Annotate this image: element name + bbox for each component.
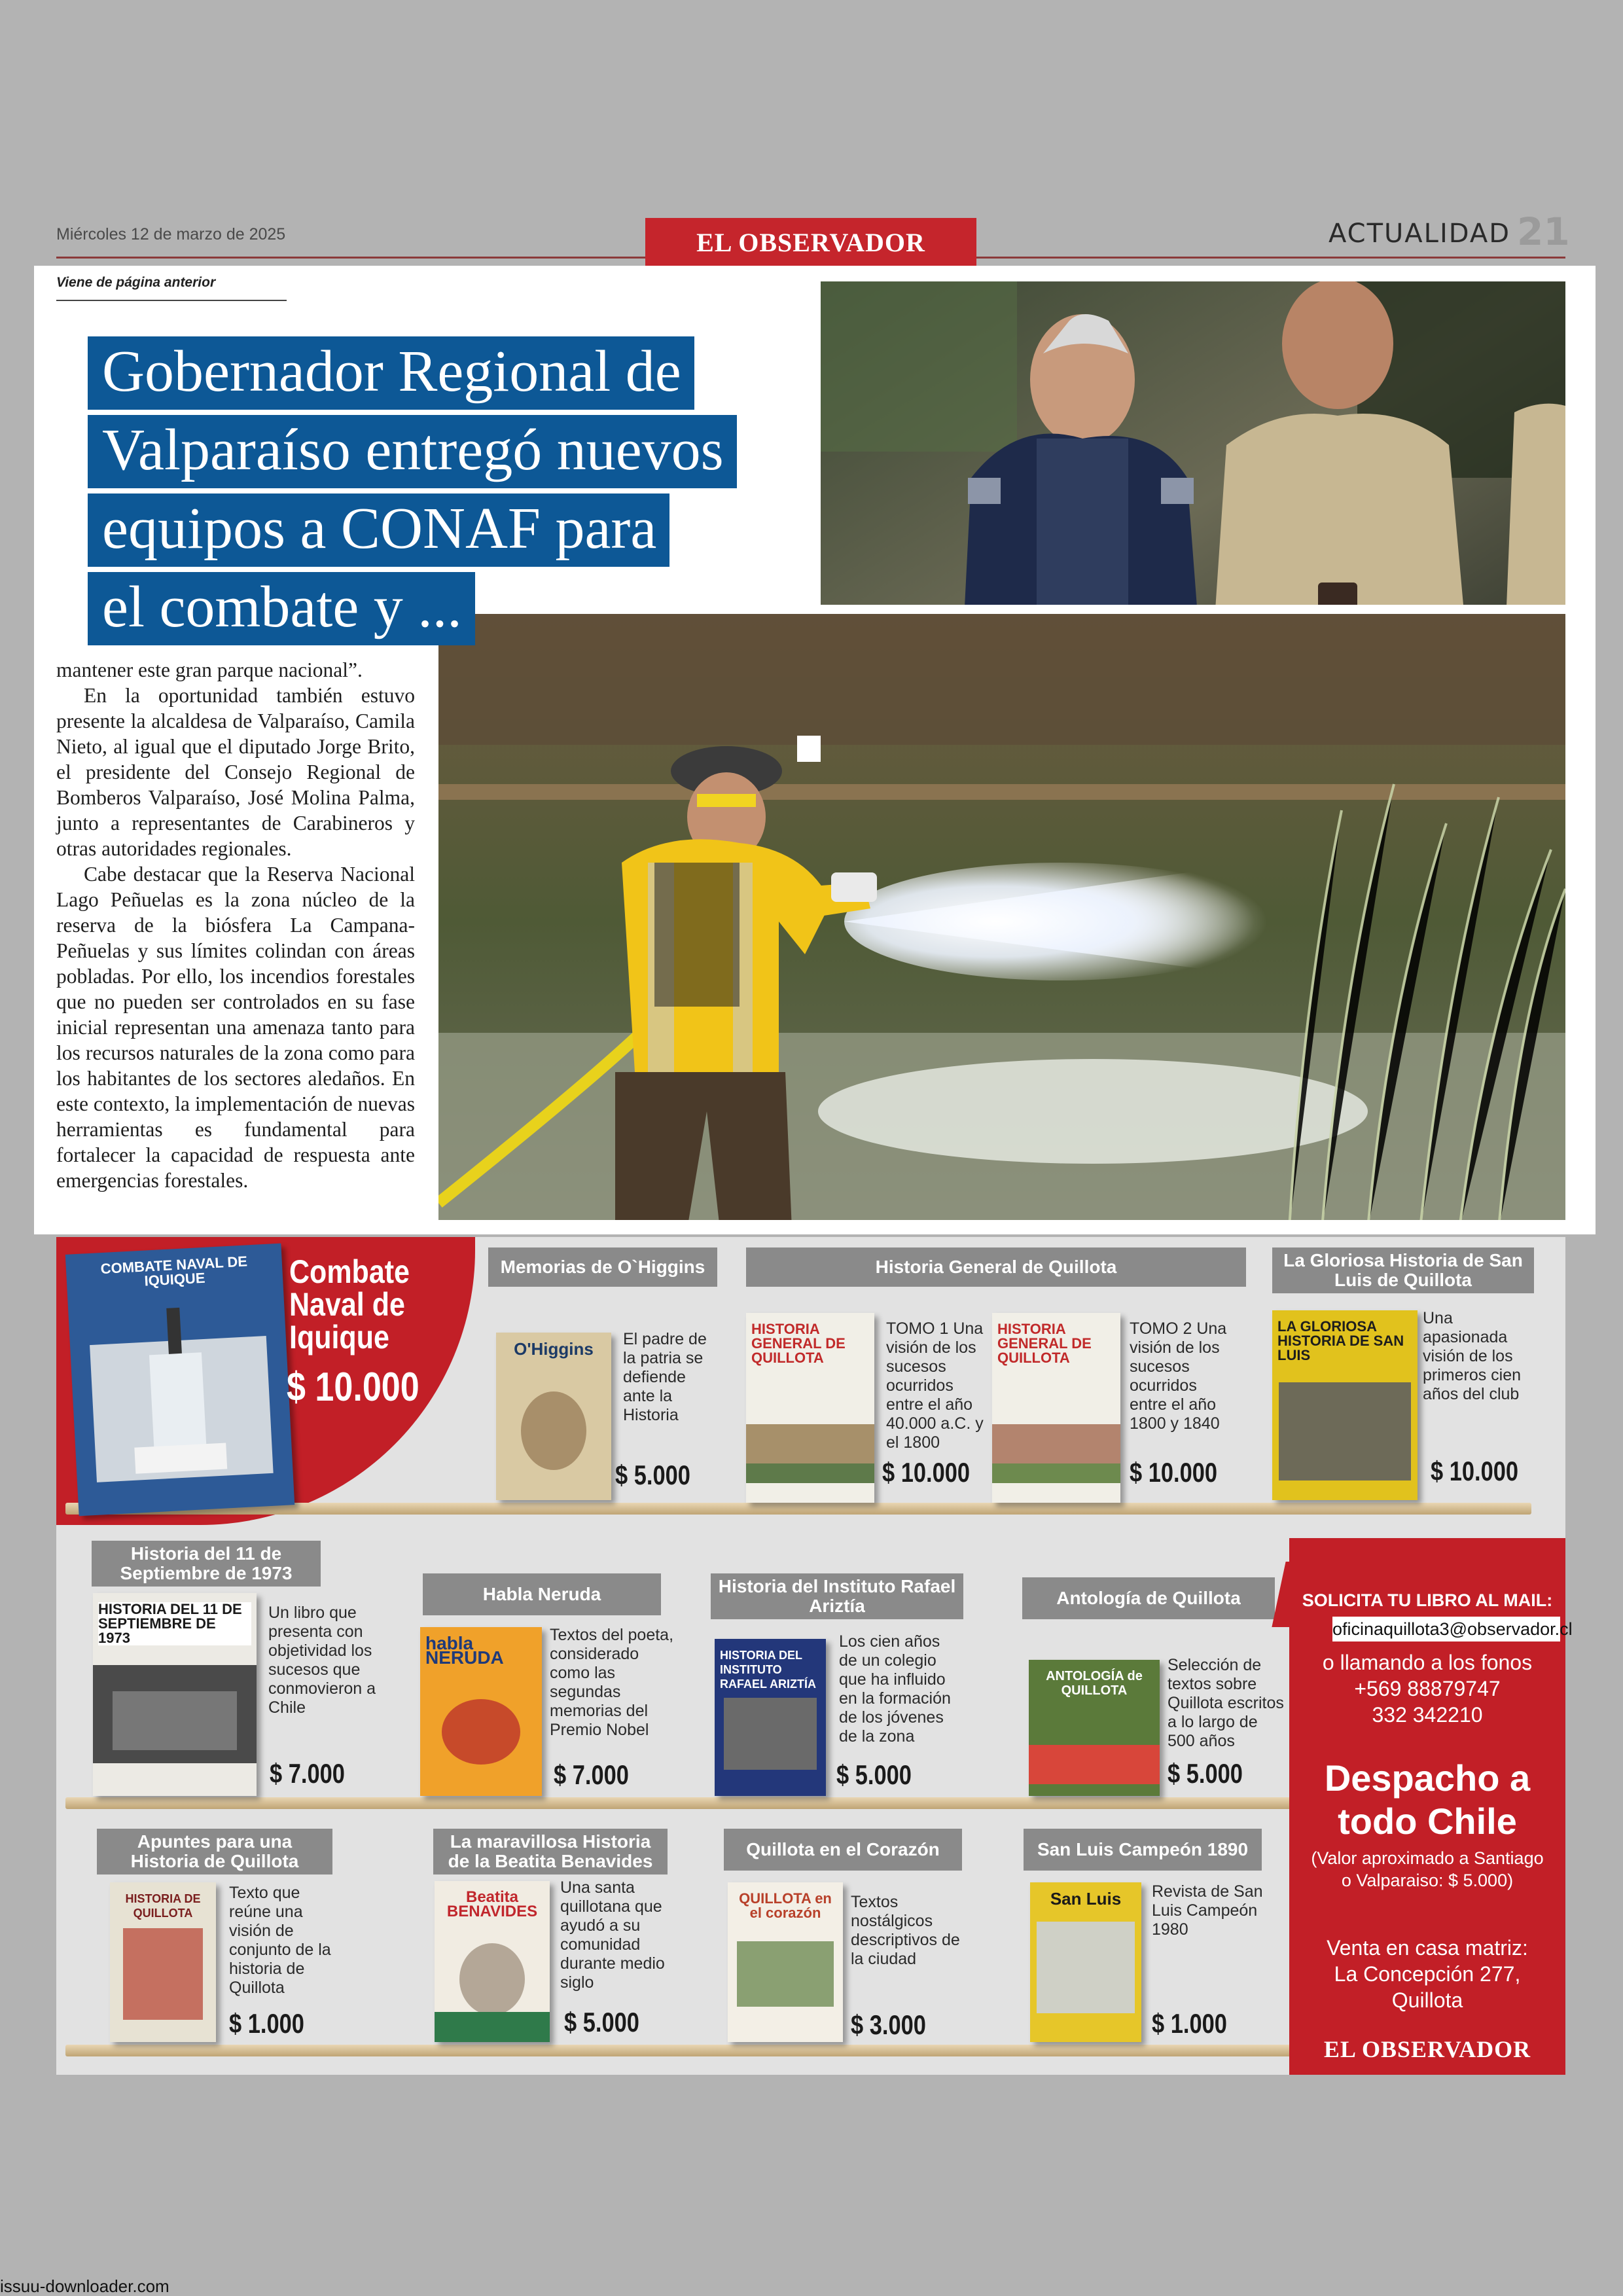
label-corazon: Quillota en el Corazón	[724, 1829, 962, 1871]
caricature-illustration	[420, 1627, 542, 1796]
book-cover-beatita: Beatita BENAVIDES	[435, 1881, 550, 2042]
book-cover-hgq-tomo1: HISTORIA GENERAL DE QUILLOTA	[746, 1313, 874, 1503]
desc-beatita: Una santa quillotana que ayudó a su comunidad durante medio siglo	[560, 1878, 665, 1992]
book-cover-11-septiembre: HISTORIA DEL 11 DE SEPTIEMBRE DE 1973	[93, 1593, 257, 1796]
price-san-luis: $ 10.000	[1431, 1456, 1519, 1486]
shelf	[65, 1797, 1309, 1809]
book-cover-campeon: San Luis	[1030, 1882, 1141, 2042]
price-neruda: $ 7.000	[554, 1759, 629, 1790]
price-ariztia: $ 5.000	[836, 1759, 912, 1790]
book-cover-combate-naval: COMBATE NAVAL DE IQUIQUE	[65, 1244, 294, 1516]
article-body	[56, 657, 415, 1193]
desc-hgq-tomo2: TOMO 2 Una visión de los sucesos ocurridos entre el año 1800 y 1840	[1130, 1319, 1227, 1433]
book-cover-ariztia: HISTORIA DEL INSTITUTO RAFAEL ARIZTÍA	[715, 1639, 826, 1796]
headline-line-3: equipos a CONAF para	[88, 493, 669, 567]
price-ohiggins: $ 5.000	[615, 1460, 690, 1490]
continued-rule	[56, 300, 287, 301]
book-cover-hgq-tomo2: HISTORIA GENERAL DE QUILLOTA	[992, 1313, 1120, 1503]
continued-note: Viene de página anterior	[56, 275, 216, 290]
brand-logo: EL OBSERVADOR	[1323, 2036, 1531, 2062]
label-antologia: Antología de Quillota	[1022, 1577, 1275, 1619]
label-beatita: La maravillosa Historia de la Beatita Benavides	[433, 1829, 668, 1874]
desc-antologia: Selección de textos sobre Quillota escritos a lo largo de 500 años	[1168, 1656, 1284, 1750]
desc-corazon: Textos nostálgicos descriptivos de la ciudad	[851, 1893, 960, 1968]
shipping-title: Despacho a todo Chile	[1324, 1757, 1531, 1842]
paragraph: Cabe destacar que la Reserva Nacional Lago Peñuelas es la zona núcleo de la reserva de la biósfera La Campana-Peñuelas y sus límites colindan con áreas pobladas. Por ello, los incendios forestales que no pueden ser controlados en su fase inicial representan una amenaza tanto para los recursos naturales de la zona como para los habitantes de los sectores aledaños. En este contexto, la implementación de nuevas herramientas es fundamental para fortalecer la capacidad de respuesta ante emergencias forestales.	[56, 863, 415, 1192]
firefighter-photo	[438, 605, 1565, 1220]
flowers-illustration	[1029, 1660, 1160, 1796]
label-11-septiembre: Historia del 11 de Septiembre de 1973	[92, 1541, 321, 1587]
label-ohiggins: Memorias de O`Higgins	[488, 1247, 717, 1287]
desc-hgq-tomo1: TOMO 1 Una visión de los sucesos ocurridos entre el año 40.000 a.C. y el 1800	[886, 1319, 984, 1452]
portrait-illustration	[496, 1333, 611, 1500]
desc-san-luis: Una apasionada visión de los primeros cien años del club	[1423, 1309, 1522, 1403]
building-illustration	[93, 1593, 257, 1796]
book-cover-apuntes: HISTORIA DE QUILLOTA	[110, 1882, 216, 2042]
desc-campeon: Revista de San Luis Campeón 1980	[1152, 1882, 1263, 1939]
book-cover-corazon: QUILLOTA en el corazón	[728, 1882, 843, 2042]
shelf	[65, 2045, 1309, 2056]
featured-price: $ 10.000	[287, 1365, 419, 1410]
desc-ohiggins: El padre de la patria se defiende ante la Historia	[623, 1330, 707, 1424]
watermark: issuu-downloader.com	[0, 2276, 169, 2296]
book-cover-ohiggins: O'Higgins	[496, 1333, 611, 1500]
paragraph: En la oportunidad también estuvo presente la alcaldesa de Valparaíso, Camila Nieto, al igual que el diputado Jorge Brito, el presidente del Consejo Regional de Bomberos Valparaíso, José Molina Palma, junto a representantes de Carabineros y otras autoridades regionales.	[56, 684, 415, 860]
price-hgq-tomo2: $ 10.000	[1130, 1457, 1218, 1488]
book-cover-neruda: habla NERUDA	[420, 1627, 542, 1796]
price-hgq-tomo1: $ 10.000	[882, 1457, 971, 1488]
drawing-illustration	[110, 1882, 216, 2042]
label-campeon: San Luis Campeón 1890	[1024, 1829, 1262, 1871]
price-apuntes: $ 1.000	[229, 2008, 304, 2039]
photo-gap	[797, 736, 821, 762]
team-photo-illustration	[1272, 1310, 1418, 1500]
desc-apuntes: Texto que reúne una visión de conjunto de la historia de Quillota	[229, 1884, 331, 1997]
label-san-luis: La Gloriosa Historia de San Luis de Quillota	[1272, 1247, 1534, 1293]
desc-neruda: Textos del poeta, considerado como las segundas memorias del Premio Nobel	[550, 1626, 674, 1739]
label-apuntes: Apuntes para una Historia de Quillota	[97, 1829, 332, 1874]
order-email[interactable]: oficinaquillota3@observador.cl	[1332, 1617, 1560, 1641]
masthead: EL OBSERVADOR	[645, 218, 976, 269]
price-11-septiembre: $ 7.000	[270, 1758, 345, 1789]
price-corazon: $ 3.000	[851, 2009, 926, 2040]
paragraph: mantener este gran parque nacional”.	[56, 658, 363, 681]
label-historia-general: Historia General de Quillota	[746, 1247, 1246, 1287]
order-heading: SOLICITA TU LIBRO AL MAIL:	[1302, 1590, 1553, 1610]
headline-line-1: Gobernador Regional de	[88, 336, 694, 410]
town-illustration	[728, 1882, 843, 2042]
price-antologia: $ 5.000	[1168, 1758, 1243, 1789]
shipping-note: (Valor aproximado a Santiago o Valparaiso: $ 5.000)	[1311, 1848, 1544, 1890]
portrait-illustration	[435, 1881, 550, 2042]
headline	[88, 336, 814, 651]
store-address: Venta en casa matriz: La Concepción 277, Quillota	[1327, 1936, 1528, 2012]
headline-line-4: el combate y ...	[88, 572, 475, 645]
desc-11-septiembre: Un libro que presenta con objetividad los sucesos que conmovieron a Chile	[268, 1604, 376, 1717]
issue-date: Miércoles 12 de marzo de 2025	[56, 225, 286, 243]
section-name: ACTUALIDAD	[1329, 219, 1511, 249]
page-number: 21	[1517, 209, 1570, 254]
price-campeon: $ 1.000	[1152, 2008, 1227, 2039]
landscape-illustration	[992, 1313, 1120, 1503]
label-ariztia: Historia del Instituto Rafael Ariztía	[711, 1573, 963, 1619]
book-cover-san-luis: LA GLORIOSA HISTORIA DE SAN LUIS	[1272, 1310, 1418, 1500]
headline-line-2: Valparaíso entregó nuevos	[88, 415, 737, 488]
landscape-illustration	[746, 1313, 874, 1503]
order-phones: o llamando a los fonos +569 88879747 332 342210	[1322, 1651, 1533, 1727]
desc-ariztia: Los cien años de un colegio que ha influido en la formación de los jóvenes de la zona	[839, 1632, 951, 1746]
crowd-illustration	[1030, 1882, 1141, 2042]
label-neruda: Habla Neruda	[423, 1573, 661, 1615]
price-beatita: $ 5.000	[564, 2007, 639, 2037]
featured-title: Combate Naval de Iquique	[289, 1253, 410, 1355]
monument-illustration	[65, 1244, 294, 1516]
book-cover-antologia: ANTOLOGÍA de QUILLOTA	[1029, 1660, 1160, 1796]
group-photo-illustration	[715, 1639, 826, 1796]
